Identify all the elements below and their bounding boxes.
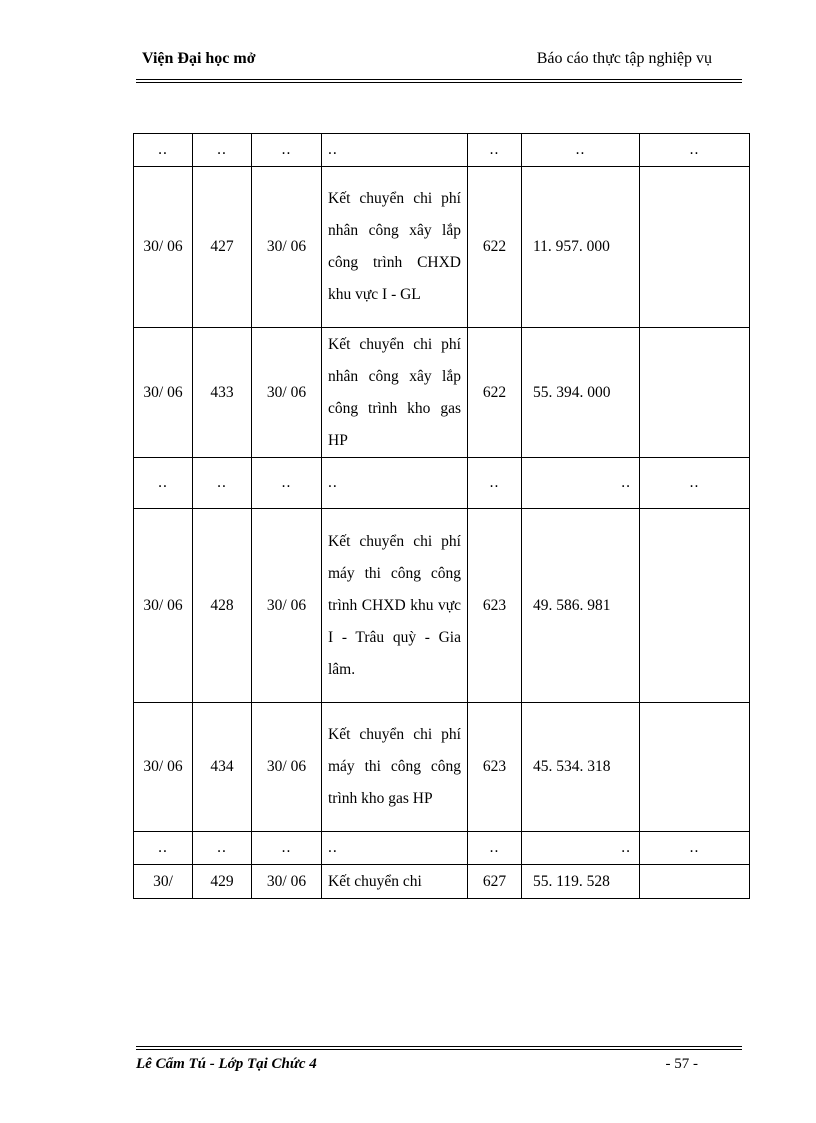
cell-other: .. <box>640 458 750 509</box>
cell-doc-date: .. <box>252 458 322 509</box>
cell-other <box>640 167 750 328</box>
cell-doc-date: 30/ 06 <box>252 509 322 703</box>
cell-date: .. <box>134 458 193 509</box>
cell-doc-date: 30/ 06 <box>252 328 322 458</box>
cell-amount: 55. 394. 000 <box>522 328 640 458</box>
footer-rule-bottom <box>136 1049 742 1050</box>
table-row <box>134 458 750 509</box>
cell-amount: 45. 534. 318 <box>522 703 640 832</box>
ledger-table <box>133 133 750 899</box>
cell-other <box>640 703 750 832</box>
cell-description: .. <box>322 458 468 509</box>
cell-doc-no: 428 <box>193 509 252 703</box>
cell-account: 623 <box>468 703 522 832</box>
table-row <box>134 328 750 458</box>
cell-amount: 11. 957. 000 <box>522 167 640 328</box>
cell-description: .. <box>322 134 468 167</box>
cell-doc-date: 30/ 06 <box>252 167 322 328</box>
header-rule-bottom <box>136 82 742 83</box>
cell-account: .. <box>468 134 522 167</box>
table-row <box>134 167 750 328</box>
table-row <box>134 832 750 865</box>
cell-account: .. <box>468 458 522 509</box>
footer-rule-top <box>136 1046 742 1047</box>
cell-account: 622 <box>468 167 522 328</box>
institution-name: Viện Đại học mở <box>142 50 256 67</box>
table-row <box>134 703 750 832</box>
cell-doc-date: .. <box>252 832 322 865</box>
table-row <box>134 865 750 899</box>
cell-description: Kết chuyển chi phí máy thi công công trình CHXD khu vực I - Trâu quỳ - Gia lâm. <box>322 509 468 703</box>
page-header <box>138 48 744 72</box>
cell-doc-no: 429 <box>193 865 252 899</box>
cell-doc-no: .. <box>193 458 252 509</box>
cell-account: 627 <box>468 865 522 899</box>
cell-doc-date: .. <box>252 134 322 167</box>
cell-amount: .. <box>522 832 640 865</box>
cell-amount: 49. 586. 981 <box>522 509 640 703</box>
author-class: Lê Cẩm Tú - Lớp Tại Chức 4 <box>136 1056 317 1072</box>
cell-account: .. <box>468 832 522 865</box>
cell-doc-no: 433 <box>193 328 252 458</box>
cell-other <box>640 509 750 703</box>
cell-other: .. <box>640 134 750 167</box>
cell-description: Kết chuyển chi phí nhân công xây lắp công trình CHXD khu vực I - GL <box>322 167 468 328</box>
cell-other: .. <box>640 832 750 865</box>
cell-amount: .. <box>522 458 640 509</box>
cell-doc-no: .. <box>193 832 252 865</box>
cell-description: Kết chuyển chi phí máy thi công công trình kho gas HP <box>322 703 468 832</box>
cell-date: 30/ 06 <box>134 509 193 703</box>
cell-doc-no: .. <box>193 134 252 167</box>
cell-account: 622 <box>468 328 522 458</box>
header-rule-top <box>136 79 742 80</box>
cell-description: Kết chuyển chi phí nhân công xây lắp công trình kho gas HP <box>322 328 468 458</box>
cell-date: 30/ 06 <box>134 167 193 328</box>
cell-doc-no: 427 <box>193 167 252 328</box>
cell-doc-no: 434 <box>193 703 252 832</box>
cell-account: 623 <box>468 509 522 703</box>
cell-doc-date: 30/ 06 <box>252 865 322 899</box>
cell-amount: 55. 119. 528 <box>522 865 640 899</box>
page-number: - 57 - <box>665 1056 698 1072</box>
cell-description: Kết chuyển chi <box>322 865 468 899</box>
cell-date: 30/ 06 <box>134 328 193 458</box>
cell-date: 30/ <box>134 865 193 899</box>
cell-amount: .. <box>522 134 640 167</box>
report-title: Báo cáo thực tập nghiệp vụ <box>536 50 712 67</box>
cell-other <box>640 328 750 458</box>
cell-doc-date: 30/ 06 <box>252 703 322 832</box>
table-row <box>134 509 750 703</box>
cell-description: .. <box>322 832 468 865</box>
cell-date: .. <box>134 832 193 865</box>
cell-other <box>640 865 750 899</box>
cell-date: .. <box>134 134 193 167</box>
table-row <box>134 134 750 167</box>
cell-date: 30/ 06 <box>134 703 193 832</box>
page-footer <box>136 1054 742 1078</box>
